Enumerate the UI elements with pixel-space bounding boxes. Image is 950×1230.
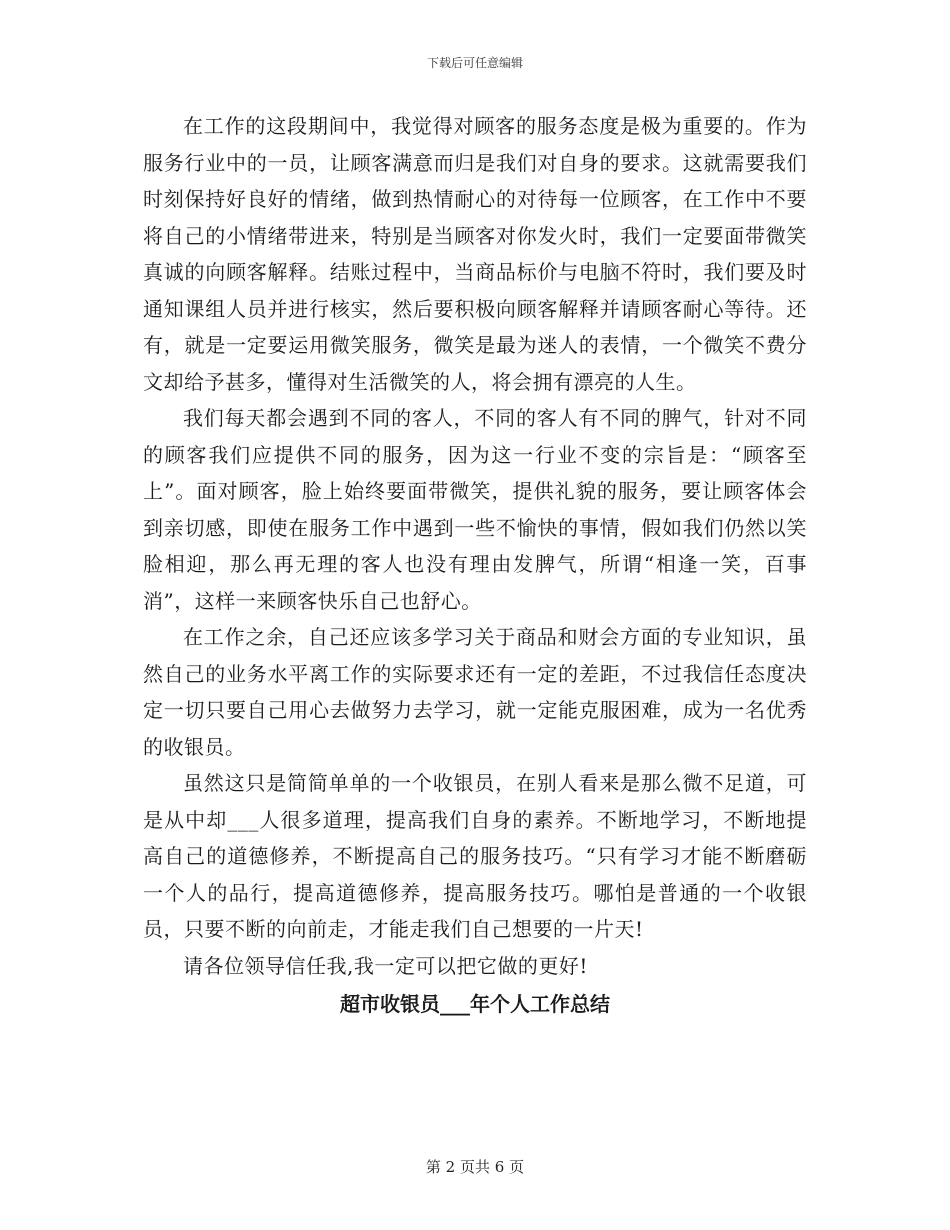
paragraph-different-customers: 我们每天都会遇到不同的客人，不同的客人有不同的脾气，针对不同的顾客我们应提供不同的服务，因为这一行业不变的宗旨是：“顾客至上”。面对顾客，脸上始终要面带微笑，提供礼貌的服务，要让顾客体会到亲切感，即使在服务工作中遇到一些不愉快的事情，假如我们仍然以笑脸相迎，那么再无理的客人也没有理由发脾气，所谓“相逢一笑，百事消”，这样一来顾客快乐自己也舒心。 <box>143 406 807 613</box>
document-body <box>143 108 807 1022</box>
paragraph-closing: 请各位领导信任我,我一定可以把它做的更好! <box>183 953 588 978</box>
paragraph-study: 在工作之余，自己还应该多学习关于商品和财会方面的专业知识，虽然自己的业务水平离工作的实际要求还有一定的差距，不过我信任态度决定一切只要自己用心去做努力去学习，就一定能克服困难，成为一名优秀的收银员。 <box>143 625 807 759</box>
page-header: 下载后可任意编辑 <box>426 56 523 70</box>
section-title: 超市收银员___年个人工作总结 <box>340 992 610 1016</box>
page-number: 第 2 页共 6 页 <box>425 1158 525 1176</box>
paragraph-service-attitude: 在工作的这段期间中，我觉得对顾客的服务态度是极为重要的。作为服务行业中的一员，让顾客满意而归是我们对自身的要求。这就需要我们时刻保持好良好的情绪，做到热情耐心的对待每一位顾客，在工作中不要将自己的小情绪带进来，特别是当顾客对你发火时，我们一定要面带微笑真诚的向顾客解释。结账过程中，当商品标价与电脑不符时，我们要及时通知课组人员并进行核实，然后要积极向顾客解释并请顾客耐心等待。还有，就是一定要运用微笑服务，微笑是最为迷人的表情，一个微笑不费分文却给予甚多，懂得对生活微笑的人，将会拥有漂亮的人生。 <box>143 114 807 394</box>
paragraph-cashier-reflection: 虽然这只是简简单单的一个收银员，在别人看来是那么微不足道，可是从中却___人很多道理，提高我们自身的素养。不断地学习，不断地提高自己的道德修养，不断提高自己的服务技巧。“只有学习才能不断磨砺一个人的品行，提高道德修养，提高服务技巧。哪怕是普通的一个收银员，只要不断的向前走，才能走我们自己想要的一片天! <box>143 771 807 941</box>
